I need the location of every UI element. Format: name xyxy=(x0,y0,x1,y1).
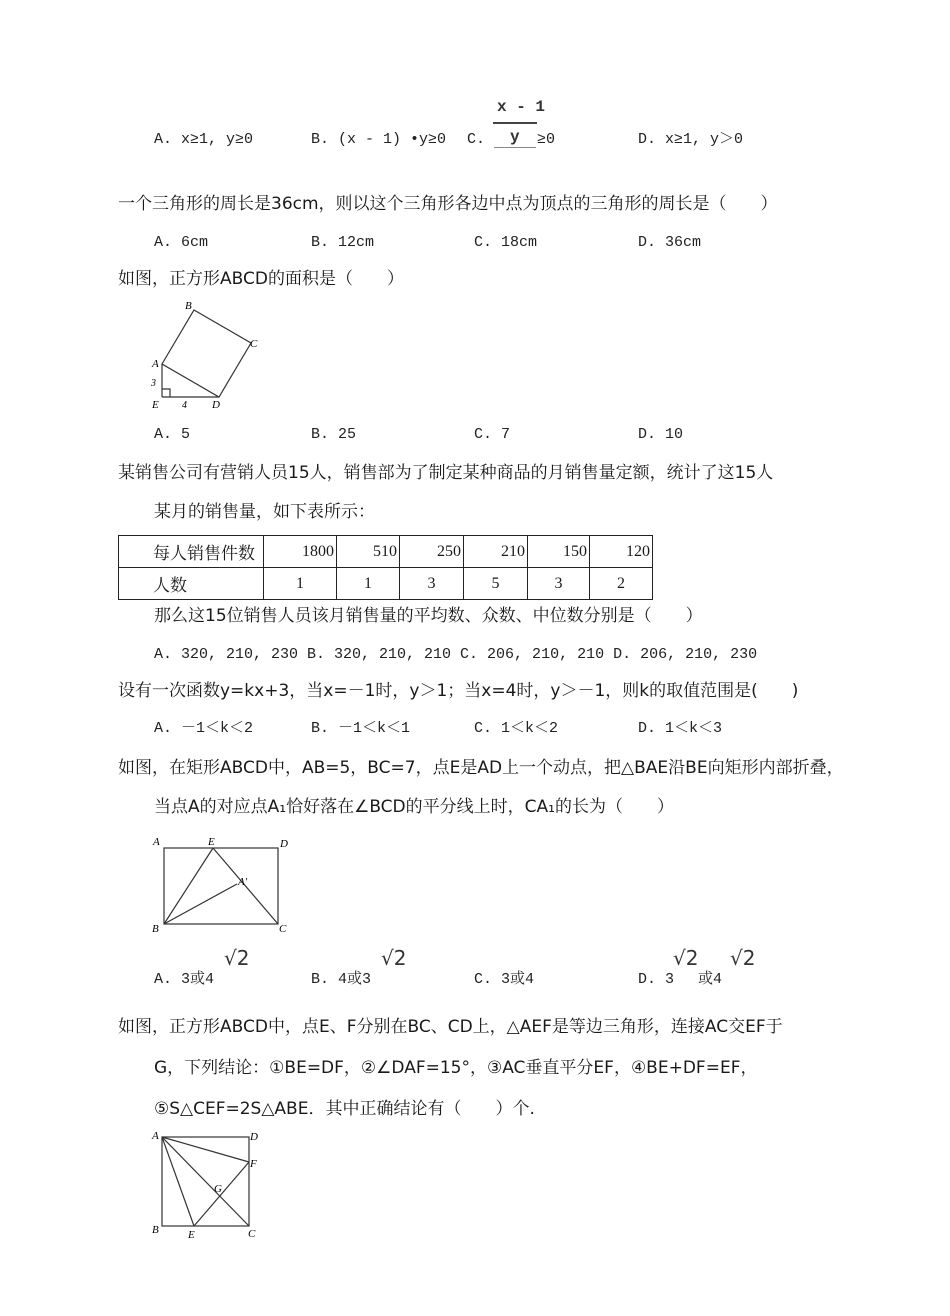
q7-stem-line1: 如图，正方形ABCD中，点E、F分别在BC、CD上，△AEF是等边三角形，连接AC交EF于 xyxy=(118,1017,783,1037)
q6-stem-line1: 如图，在矩形ABCD中，AB=5，BC=7，点E是AD上一个动点，把△BAE沿BE向矩形内部折叠， xyxy=(118,758,844,778)
label-e: E xyxy=(208,836,215,848)
row-header-sales: 每人销售件数 xyxy=(119,536,264,568)
q1-option-d: D. x≥1, y＞0 xyxy=(638,131,744,148)
q2-option-a: A. 6cm xyxy=(154,234,209,251)
cell-count: 3 xyxy=(528,568,590,600)
table-row-counts xyxy=(119,568,653,600)
q1-option-a: A. x≥1, y≥0 xyxy=(154,131,254,148)
square-abcd-figure xyxy=(140,295,280,420)
square-abcd-aef-figure xyxy=(140,1120,280,1245)
sales-table xyxy=(118,535,653,600)
cell-count: 1 xyxy=(337,568,400,600)
q6-option-d-mid: 或4 xyxy=(698,971,723,988)
q7-stem-line3: ⑤S△CEF=2S△ABE．其中正确结论有（ ）个. xyxy=(154,1099,535,1119)
label-a: A xyxy=(153,836,160,848)
cell-sales: 210 xyxy=(464,536,528,568)
q6-option-a: A. 3或4 xyxy=(154,971,215,988)
q5-option-d: D. 1＜k＜3 xyxy=(638,720,723,737)
cell-sales: 510 xyxy=(337,536,400,568)
q2-option-c: C. 18cm xyxy=(474,234,538,251)
label-d: D xyxy=(212,399,220,411)
sqrt-2-b: √2 xyxy=(381,946,407,970)
q4-options: A. 320, 210, 230 B. 320, 210, 210 C. 206, 210, 210 D. 206, 210, 230 xyxy=(154,646,758,663)
q1-option-b: B. (x - 1) •y≥0 xyxy=(311,131,447,148)
q1-option-c-numerator: x - 1 xyxy=(497,98,546,116)
label-b: B xyxy=(152,1224,159,1236)
q3-option-a: A. 5 xyxy=(154,426,191,443)
label-d: D xyxy=(250,1131,258,1143)
label-e: E xyxy=(152,399,159,411)
q7-stem-line2: G，下列结论：①BE=DF，②∠DAF=15°，③AC垂直平分EF，④BE+DF=EF， xyxy=(154,1058,758,1078)
label-c: C xyxy=(248,1228,256,1240)
rectangle-abcd-figure xyxy=(140,828,300,938)
q6-option-b: B. 4或3 xyxy=(311,971,372,988)
cell-sales: 150 xyxy=(528,536,590,568)
cell-count: 3 xyxy=(400,568,464,600)
label-c: C xyxy=(250,338,258,350)
label-b: B xyxy=(152,923,159,935)
q6-stem-line2: 当点A的对应点A₁恰好落在∠BCD的平分线上时，CA₁的长为（ ） xyxy=(154,797,674,817)
cell-sales: 1800 xyxy=(264,536,337,568)
q6-option-c: C. 3或4 xyxy=(474,971,535,988)
q4-question: 那么这15位销售人员该月销售量的平均数、众数、中位数分别是（ ） xyxy=(154,606,703,626)
q6-option-d-prefix: D. 3 xyxy=(638,971,675,988)
q4-stem-line1: 某销售公司有营销人员15人，销售部为了制定某种商品的月销售量定额，统计了这15人 xyxy=(118,463,774,483)
q4-stem-line2: 某月的销售量，如下表所示： xyxy=(154,502,375,522)
label-a: A xyxy=(152,358,159,370)
label-c: C xyxy=(279,923,287,935)
q5-option-c: C. 1＜k＜2 xyxy=(474,720,559,737)
sqrt-2-d1: √2 xyxy=(673,946,699,970)
q3-stem: 如图，正方形ABCD的面积是（ ） xyxy=(118,269,404,289)
q2-option-b: B. 12cm xyxy=(311,234,375,251)
label-ed-length: 4 xyxy=(182,400,187,411)
table-row-sales xyxy=(119,536,653,568)
q1-option-c-prefix: C. xyxy=(467,131,486,148)
q5-option-b: B. －1＜k＜1 xyxy=(311,720,411,737)
q2-stem: 一个三角形的周长是36cm，则以这个三角形各边中点为顶点的三角形的周长是（ ） xyxy=(118,194,778,214)
label-a-prime: A′ xyxy=(238,876,248,888)
fraction-bar xyxy=(493,122,537,124)
label-a: A xyxy=(152,1130,159,1142)
label-b: B xyxy=(185,300,192,312)
q5-option-a: A. －1＜k＜2 xyxy=(154,720,254,737)
underline xyxy=(494,147,536,148)
label-g: G xyxy=(214,1183,222,1195)
q3-option-d: D. 10 xyxy=(638,426,684,443)
cell-count: 1 xyxy=(264,568,337,600)
sqrt-2-a: √2 xyxy=(224,946,250,970)
cell-sales: 250 xyxy=(400,536,464,568)
cell-count: 2 xyxy=(590,568,653,600)
cell-sales: 120 xyxy=(590,536,653,568)
q2-option-d: D. 36cm xyxy=(638,234,702,251)
q3-option-b: B. 25 xyxy=(311,426,357,443)
q5-stem: 设有一次函数y=kx+3，当x=－1时，y＞1；当x=4时，y＞－1，则k的取值范围是( ) xyxy=(118,681,799,701)
label-f: F xyxy=(250,1158,257,1170)
label-ae-length: 3 xyxy=(151,378,156,389)
label-d: D xyxy=(280,838,288,850)
cell-count: 5 xyxy=(464,568,528,600)
q1-option-c-denominator: y xyxy=(510,128,520,146)
label-e: E xyxy=(188,1229,195,1241)
q3-option-c: C. 7 xyxy=(474,426,511,443)
q1-option-c-suffix: ≥0 xyxy=(537,131,556,148)
sqrt-2-d2: √2 xyxy=(730,946,756,970)
row-header-counts: 人数 xyxy=(119,568,264,600)
